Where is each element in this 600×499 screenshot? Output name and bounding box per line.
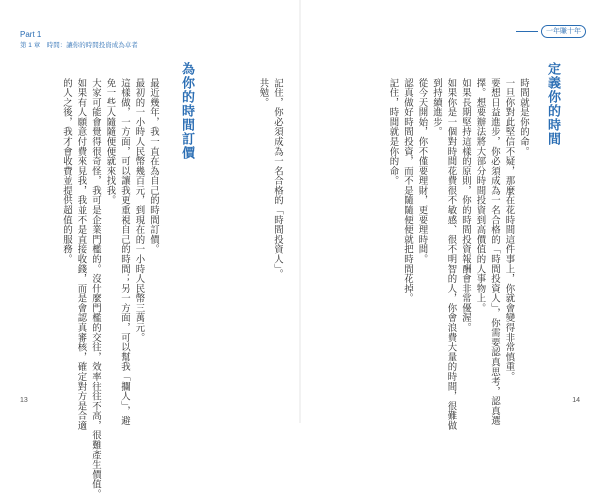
- badge-rule: [516, 31, 538, 32]
- chapter-label: 第 1 章 時間：讓你的時間投資成為卓者: [20, 42, 138, 49]
- text-line: 時間就是你的命。: [518, 78, 529, 157]
- text-line: 認真做好時間投資，而不是隨隨便便就把時間花掉。: [402, 78, 413, 304]
- text-line: 一旦你對此堅信不疑，那麼在花時間這件事上，你就會變得非常慎重。: [503, 78, 515, 382]
- page-number-right: 14: [572, 397, 580, 404]
- text-line: 記住，你必須成為一名合格的「時間投資人」。: [272, 78, 283, 279]
- text-line: 如果長期堅持這樣的原則，你的時間投資報酬會非常優渥。: [460, 78, 471, 333]
- text-line: 到持續進步。: [431, 78, 442, 137]
- text-line: 如果有人願意付費來見我，我並不是直接收錢，而是會認真審核，確定對方是合適: [75, 78, 87, 431]
- book-title-badge: [516, 25, 586, 38]
- left-body-text: [59, 78, 161, 499]
- text-line: 最近幾年，我一直在為自己的時間訂價。: [148, 78, 159, 255]
- badge-label: 一年賺十年: [541, 25, 586, 38]
- left-intro-text: [255, 78, 284, 368]
- right-page: [300, 0, 600, 431]
- text-line: 這樣做，一方面，可以讓我更重視自己的時間；另一方面，可以幫我「攔人」，避: [119, 78, 130, 426]
- text-line: 最初的一小時人民幣幾百元，到現在的一小時人民幣三萬元。: [133, 78, 145, 343]
- right-body-text: [385, 78, 530, 431]
- text-line: 從今天開始，你不僅要理財，更要理時間。: [416, 78, 428, 265]
- text-line: 共勉。: [257, 78, 269, 108]
- text-line: 擇。想要辦法將大部分時間投資到高價值的人事物上。: [474, 78, 486, 313]
- section-heading-define-time: 定義你的時間: [545, 62, 560, 146]
- text-line: 免一些人隨隨便便就來找我。: [104, 78, 116, 206]
- text-line: 如果你是一個對時間花費很不敏感、很不明智的人，你會浪費大量的時間，很難做: [445, 78, 457, 431]
- text-line: 記住，時間就是你的命。: [387, 78, 399, 186]
- part-label: Part 1: [20, 30, 42, 39]
- text-line: 大家可能會覺得很奇怪，我可是企業門檻的。沒什麼門檻的交往，效率往往不高，很難產生價值。: [90, 78, 101, 499]
- text-line: 要想日益進步，你必須成為一名合格的「時間投資人」，你需要認真思考，認真選: [489, 78, 500, 426]
- section-heading-pricing: 為你的時間訂價: [179, 62, 194, 160]
- text-line: 的人之後，我才會收費並提供超值的服務。: [61, 78, 72, 265]
- page-number-left: 13: [20, 397, 28, 404]
